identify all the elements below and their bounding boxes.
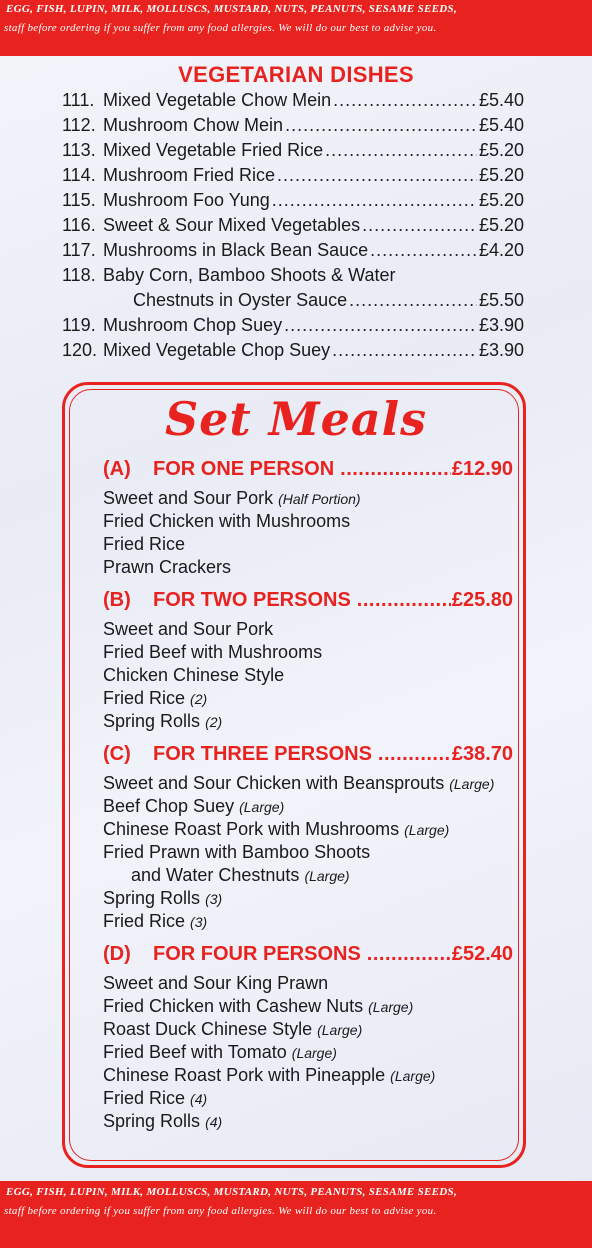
vegetarian-dishes-list xyxy=(62,90,524,365)
item-number: 113. xyxy=(62,140,96,160)
allergy-banner-top xyxy=(0,0,592,56)
set-meal-dish xyxy=(103,911,513,934)
set-meals-heading: Set Meals xyxy=(164,392,428,446)
set-meal-heading xyxy=(103,589,513,619)
set-meal-label: FOR TWO PERSONS xyxy=(153,589,351,611)
item-name: Mushroom Foo Yung xyxy=(103,190,270,210)
set-meal-code: (C) xyxy=(103,743,131,765)
dish-name: Fried Chicken with Cashew Nuts xyxy=(103,996,364,1016)
item-name: Mushrooms in Black Bean Sauce xyxy=(103,240,369,260)
dish-name: Sweet and Sour Chicken with Beansprouts xyxy=(103,773,445,793)
set-meal-heading xyxy=(103,458,513,488)
set-meal-label: FOR THREE PERSONS xyxy=(153,743,372,765)
item-price: £5.20 xyxy=(478,165,524,185)
item-name: Mixed Vegetable Chow Mein xyxy=(103,90,332,110)
dot-leader xyxy=(370,240,477,261)
item-name-continued: Chestnuts in Oyster Sauce xyxy=(133,290,348,310)
item-name: Mushroom Fried Rice xyxy=(103,165,276,185)
dish-name: Spring Rolls xyxy=(103,888,201,908)
set-meal-block xyxy=(103,743,513,934)
set-meal-dish xyxy=(103,534,513,557)
dish-portion-note: (Large) xyxy=(317,1022,363,1038)
dot-leader xyxy=(325,140,477,161)
dot-leader xyxy=(285,115,477,136)
allergen-list: EGG, FISH, LUPIN, MILK, MOLLUSCS, MUSTARD, NUTS, PEANUTS, SESAME SEEDS, xyxy=(6,1186,458,1198)
set-meal-price: £52.40 xyxy=(451,943,513,965)
item-price: £5.20 xyxy=(478,215,524,235)
set-meal-dish xyxy=(103,973,513,996)
dish-portion-note: (Half Portion) xyxy=(278,491,361,507)
set-meal-dish xyxy=(103,1019,513,1042)
dot-leader xyxy=(277,165,477,186)
item-name: Mixed Vegetable Chop Suey xyxy=(103,340,331,360)
menu-item-row xyxy=(62,140,524,165)
set-meal-dish xyxy=(103,665,513,688)
set-meal-dish xyxy=(103,1111,513,1134)
set-meal-code: (B) xyxy=(103,589,131,611)
dish-name: Fried Chicken with Mushrooms xyxy=(103,511,351,531)
dish-name: Roast Duck Chinese Style xyxy=(103,1019,313,1039)
menu-item-row xyxy=(62,240,524,265)
dish-portion-note: (Large) xyxy=(404,822,450,838)
set-meal-dish xyxy=(103,996,513,1019)
dish-name: Sweet and Sour Pork xyxy=(103,619,274,639)
dish-name: and Water Chestnuts xyxy=(131,865,300,885)
dot-leader xyxy=(284,315,477,336)
menu-item-row xyxy=(62,190,524,215)
set-meal-dish xyxy=(103,1065,513,1088)
set-meal-heading xyxy=(103,743,513,773)
set-meal-code: (D) xyxy=(103,943,131,965)
set-meal-price: £38.70 xyxy=(451,743,513,765)
dot-leader xyxy=(378,743,451,766)
menu-item-row xyxy=(62,315,524,340)
set-meal-dish xyxy=(103,819,513,842)
set-meal-dish xyxy=(103,557,513,580)
item-name: Mushroom Chop Suey xyxy=(103,315,283,335)
dish-portion-note: (2) xyxy=(190,691,208,707)
set-meal-dish xyxy=(103,488,513,511)
item-name: Baby Corn, Bamboo Shoots & Water xyxy=(103,265,396,285)
dish-portion-note: (Large) xyxy=(368,999,414,1015)
allergy-advice: staff before ordering if you suffer from any food allergies. We will do our best to advise you. xyxy=(4,1205,437,1217)
dish-name: Spring Rolls xyxy=(103,711,201,731)
allergen-list: EGG, FISH, LUPIN, MILK, MOLLUSCS, MUSTARD, NUTS, PEANUTS, SESAME SEEDS, xyxy=(6,3,458,15)
item-price: £5.20 xyxy=(478,190,524,210)
item-name: Sweet & Sour Mixed Vegetables xyxy=(103,215,361,235)
set-meal-dish xyxy=(103,711,513,734)
set-meal-dish xyxy=(103,865,513,888)
dish-portion-note: (Large) xyxy=(239,799,285,815)
dot-leader xyxy=(332,340,477,361)
set-meal-heading xyxy=(103,943,513,973)
dot-leader xyxy=(340,458,451,481)
menu-item-row xyxy=(62,265,524,290)
dish-portion-note: (Large) xyxy=(449,776,495,792)
dish-portion-note: (Large) xyxy=(291,1045,337,1061)
item-name: Mushroom Chow Mein xyxy=(103,115,284,135)
item-name: Mixed Vegetable Fried Rice xyxy=(103,140,324,160)
set-meal-dish xyxy=(103,642,513,665)
dish-name: Chinese Roast Pork with Pineapple xyxy=(103,1065,386,1085)
set-meal-price: £25.80 xyxy=(451,589,513,611)
dish-name: Sweet and Sour King Prawn xyxy=(103,973,329,993)
dish-name: Fried Prawn with Bamboo Shoots xyxy=(103,842,371,862)
item-price: £4.20 xyxy=(478,240,524,260)
dish-name: Prawn Crackers xyxy=(103,557,232,577)
item-number: 117. xyxy=(62,240,96,260)
set-meal-label: FOR ONE PERSON xyxy=(153,458,335,480)
item-price: £5.40 xyxy=(478,90,524,110)
allergy-advice: staff before ordering if you suffer from any food allergies. We will do our best to advise you. xyxy=(4,22,437,34)
item-price: £5.50 xyxy=(478,290,524,310)
dot-leader xyxy=(362,215,477,236)
dish-name: Chinese Roast Pork with Mushrooms xyxy=(103,819,400,839)
dish-portion-note: (Large) xyxy=(304,868,350,884)
item-number: 112. xyxy=(62,115,96,135)
menu-item-row xyxy=(62,90,524,115)
menu-item-row xyxy=(62,115,524,140)
set-meals-list xyxy=(103,458,513,1143)
set-meal-dish xyxy=(103,511,513,534)
item-number: 115. xyxy=(62,190,96,210)
item-price: £3.90 xyxy=(478,315,524,335)
dish-name: Fried Beef with Tomato xyxy=(103,1042,287,1062)
dish-portion-note: (4) xyxy=(205,1114,223,1130)
set-meal-dish xyxy=(103,1088,513,1111)
dish-name: Fried Rice xyxy=(103,688,186,708)
set-meal-dish xyxy=(103,773,513,796)
dish-name: Beef Chop Suey xyxy=(103,796,235,816)
set-meal-price: £12.90 xyxy=(451,458,513,480)
dish-portion-note: (3) xyxy=(205,891,223,907)
set-meal-dish xyxy=(103,619,513,642)
dot-leader xyxy=(272,190,477,211)
menu-item-row-continued xyxy=(62,290,524,315)
set-meal-dish xyxy=(103,796,513,819)
dish-portion-note: (4) xyxy=(190,1091,208,1107)
set-meal-label: FOR FOUR PERSONS xyxy=(153,943,361,965)
item-number: 120. xyxy=(62,340,98,360)
dish-name: Sweet and Sour Pork xyxy=(103,488,274,508)
set-meal-block xyxy=(103,943,513,1134)
item-price: £5.20 xyxy=(478,140,524,160)
dish-name: Fried Rice xyxy=(103,534,186,554)
dot-leader xyxy=(333,90,477,111)
menu-item-row xyxy=(62,340,524,365)
allergy-banner-bottom xyxy=(0,1181,592,1248)
dot-leader xyxy=(357,589,451,612)
menu-item-row xyxy=(62,165,524,190)
set-meal-block xyxy=(103,589,513,734)
set-meal-dish xyxy=(103,888,513,911)
item-number: 118. xyxy=(62,265,96,285)
menu-item-row xyxy=(62,215,524,240)
dish-portion-note: (Large) xyxy=(390,1068,436,1084)
item-number: 116. xyxy=(62,215,96,235)
item-number: 111. xyxy=(62,90,95,110)
vegetarian-dishes-heading: VEGETARIAN DISHES xyxy=(178,62,414,87)
item-number: 114. xyxy=(62,165,96,185)
item-number: 119. xyxy=(62,315,96,335)
dish-portion-note: (3) xyxy=(190,914,208,930)
dish-name: Spring Rolls xyxy=(103,1111,201,1131)
item-price: £3.90 xyxy=(478,340,524,360)
dish-name: Fried Rice xyxy=(103,1088,186,1108)
set-meal-dish xyxy=(103,1042,513,1065)
dish-portion-note: (2) xyxy=(205,714,223,730)
item-price: £5.40 xyxy=(478,115,524,135)
dot-leader xyxy=(367,943,451,966)
dish-name: Fried Rice xyxy=(103,911,186,931)
set-meal-dish xyxy=(103,842,513,865)
dish-name: Chicken Chinese Style xyxy=(103,665,285,685)
set-meal-dish xyxy=(103,688,513,711)
dot-leader xyxy=(349,290,477,311)
dish-name: Fried Beef with Mushrooms xyxy=(103,642,323,662)
set-meal-code: (A) xyxy=(103,458,131,480)
set-meal-block xyxy=(103,458,513,580)
